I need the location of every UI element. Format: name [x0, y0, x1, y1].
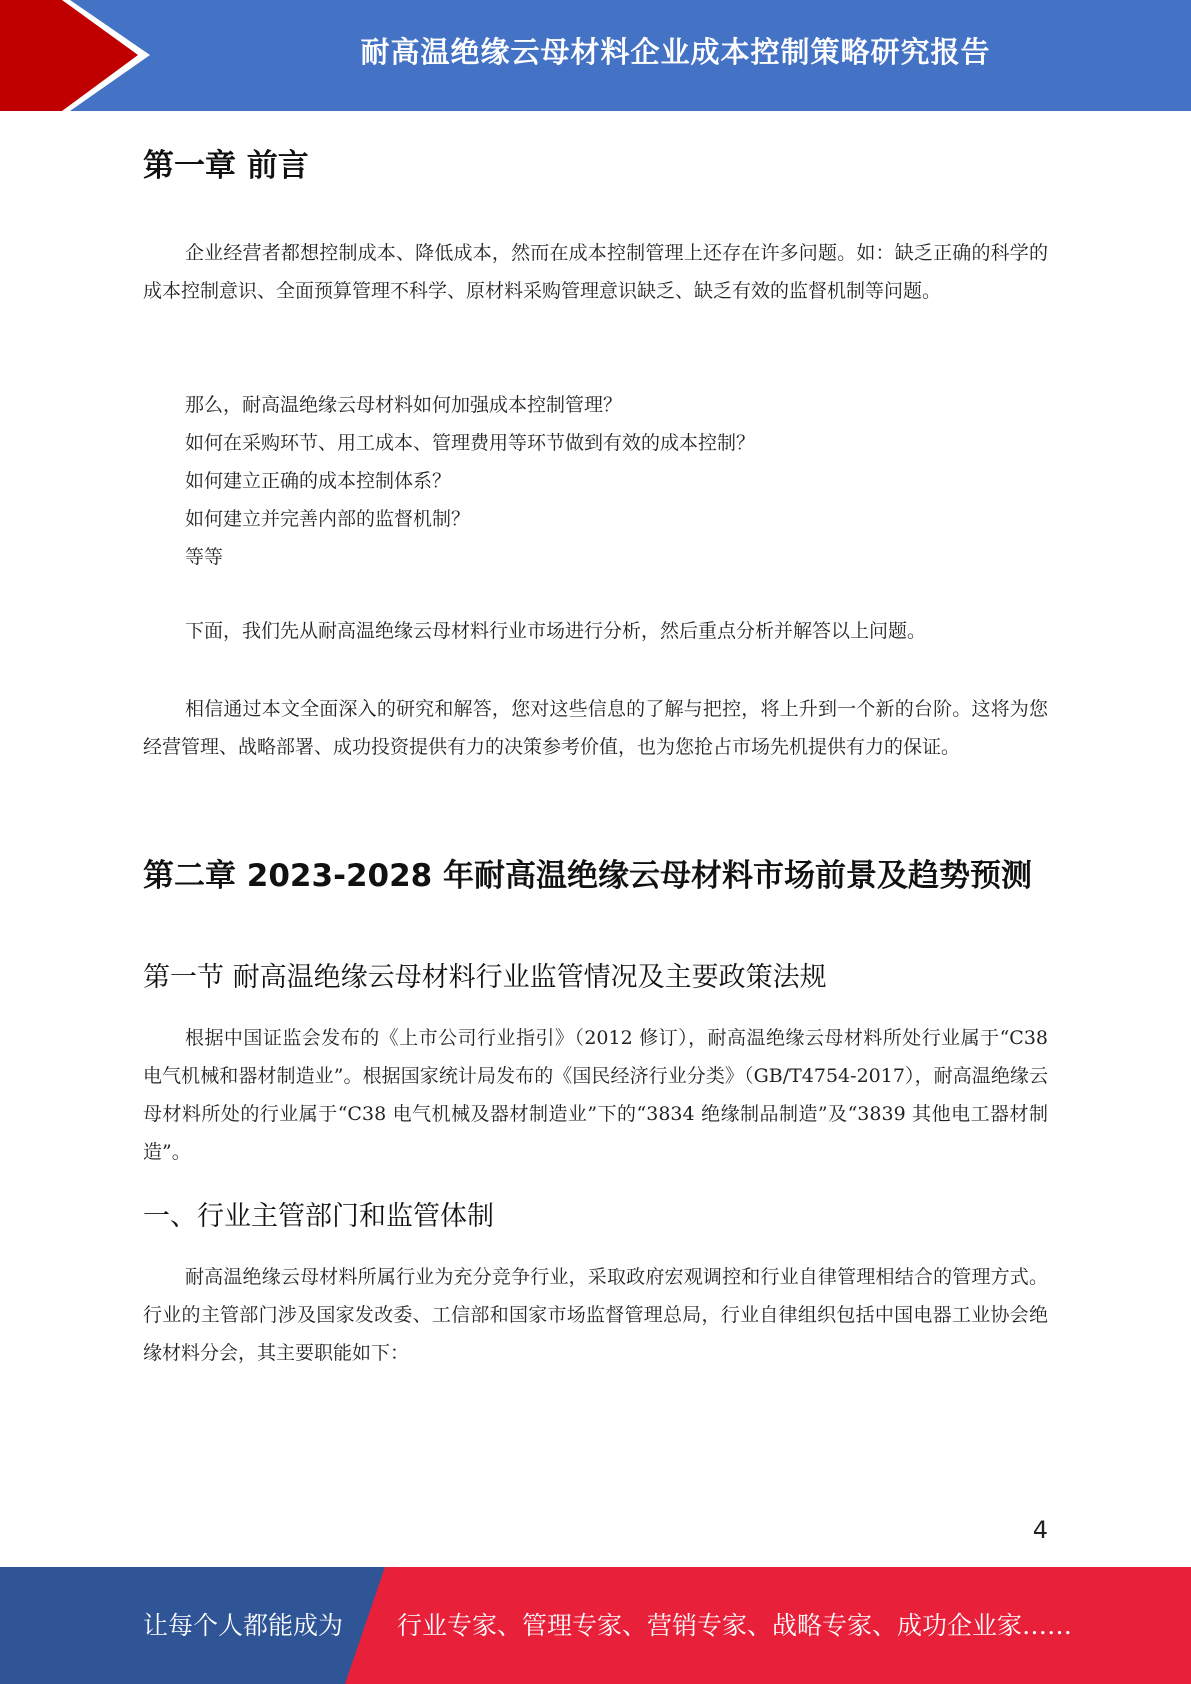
subsection-1-heading: 一、行业主管部门和监管体制	[143, 1201, 494, 1232]
question-item: 等等	[185, 546, 224, 568]
report-title: 耐高温绝缘云母材料企业成本控制策略研究报告	[360, 35, 991, 69]
section-1-paragraph: 根据中国证监会发布的《上市公司行业指引》（2012 修订），耐高温绝缘云母材料所处行业属于“C38 电气机械和器材制造业”。根据国家统计局发布的《国民经济行业分类》（GB/T4754-2017），耐高温绝缘云母材料所处的行业属于“C38 电气机械及器材制造业”下的“3834 绝缘制品制造”及“3839 其他电工器材制造”。	[143, 1027, 1048, 1163]
question-item: 那么，耐高温绝缘云母材料如何加强成本控制管理？	[185, 394, 623, 416]
footer-slogan-left: 让每个人都能成为	[143, 1611, 344, 1640]
question-item: 如何建立正确的成本控制体系？	[185, 470, 452, 492]
chapter-1-paragraph-3: 相信通过本文全面深入的研究和解答，您对这些信息的了解与把控，将上升到一个新的台阶。这将为您经营管理、战略部署、成功投资提供有力的决策参考价值，也为您抢占市场先机提供有力的保证。	[143, 698, 1048, 758]
chapter-2-heading: 第二章 2023-2028 年耐高温绝缘云母材料市场前景及趋势预测	[143, 858, 1033, 894]
question-item: 如何建立并完善内部的监督机制？	[185, 508, 471, 530]
page-number: 4	[1032, 1516, 1048, 1544]
question-list	[185, 386, 1048, 576]
chapter-1-heading: 第一章 前言	[143, 148, 309, 184]
footer-slogan-right: 行业专家、管理专家、营销专家、战略专家、成功企业家……	[397, 1611, 1073, 1640]
page-footer	[0, 1567, 1191, 1684]
question-item: 如何在采购环节、用工成本、管理费用等环节做到有效的成本控制？	[185, 432, 756, 454]
section-1-heading: 第一节 耐高温绝缘云母材料行业监管情况及主要政策法规	[143, 962, 827, 993]
page-header	[0, 0, 1191, 111]
subsection-1-paragraph: 耐高温绝缘云母材料所属行业为充分竞争行业，采取政府宏观调控和行业自律管理相结合的管理方式。行业的主管部门涉及国家发改委、工信部和国家市场监督管理总局，行业自律组织包括中国电器工业协会绝缘材料分会，其主要职能如下：	[143, 1266, 1048, 1364]
chapter-1-intro-paragraph: 企业经营者都想控制成本、降低成本，然而在成本控制管理上还存在许多问题。如：缺乏正确的科学的成本控制意识、全面预算管理不科学、原材料采购管理意识缺乏、缺乏有效的监督机制等问题。	[143, 242, 1048, 302]
chapter-1-paragraph-2: 下面，我们先从耐高温绝缘云母材料行业市场进行分析，然后重点分析并解答以上问题。	[185, 620, 927, 642]
